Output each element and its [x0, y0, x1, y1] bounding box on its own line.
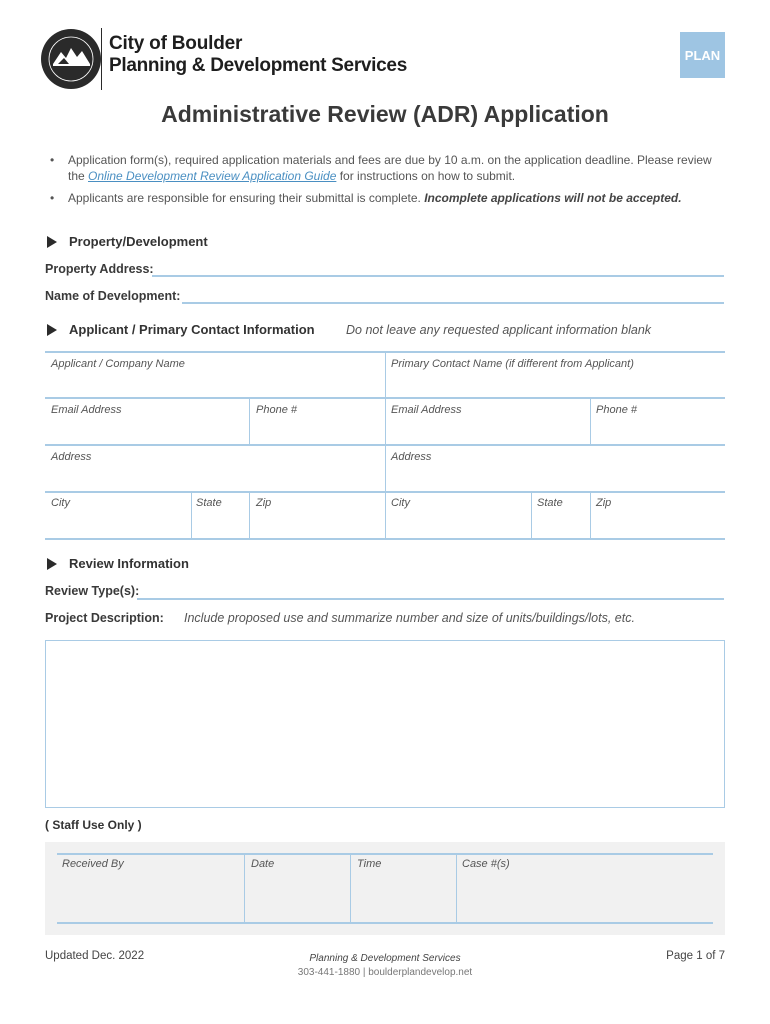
plan-badge: PLAN	[680, 32, 725, 78]
section-arrow-icon	[47, 236, 57, 248]
staff-use-label: ( Staff Use Only )	[45, 818, 142, 832]
section-arrow-icon	[47, 324, 57, 336]
document-title: Administrative Review (ADR) Application	[161, 101, 609, 127]
applicant-phone-field[interactable]: Phone #	[256, 404, 297, 416]
project-description-note: Include proposed use and summarize number and size of units/buildings/lots, etc.	[184, 611, 635, 625]
contact-phone-field[interactable]: Phone #	[596, 404, 637, 416]
instructions-list	[48, 152, 728, 212]
applicant-note: Do not leave any requested applicant information blank	[346, 323, 652, 337]
contact-address-field[interactable]: Address	[391, 451, 432, 463]
development-name-field[interactable]	[182, 302, 724, 304]
contact-city-field[interactable]: City	[391, 497, 410, 509]
instruction-completeness	[48, 190, 728, 206]
staff-date-field[interactable]: Date	[251, 858, 275, 870]
footer-contact: 303-441-1880 | boulderplandevelop.net	[297, 967, 473, 978]
project-description-label: Project Description:	[45, 611, 164, 625]
review-types-field[interactable]	[137, 598, 724, 600]
applicant-table	[45, 351, 725, 547]
applicant-address-field[interactable]: Address	[51, 451, 92, 463]
section-title: Review Information	[69, 556, 189, 571]
property-address-label: Property Address:	[45, 262, 154, 276]
section-arrow-icon	[47, 558, 57, 570]
project-description-textarea[interactable]	[45, 640, 725, 808]
org-name-line2: Planning & Development Services	[109, 55, 407, 76]
contact-state-field[interactable]: State	[537, 497, 563, 509]
case-number-field[interactable]: Case #(s)	[462, 858, 510, 870]
page-number: Page 1 of 7	[666, 950, 725, 962]
section-title: Property/Development	[69, 234, 208, 249]
incomplete-warning: Incomplete applications will not be accepted.	[424, 191, 682, 205]
applicant-zip-field[interactable]: Zip	[256, 497, 272, 509]
applicant-city-field[interactable]: City	[51, 497, 70, 509]
applicant-section-heading	[47, 322, 315, 337]
applicant-state-field[interactable]: State	[196, 497, 222, 509]
contact-zip-field[interactable]: Zip	[596, 497, 612, 509]
review-section-heading	[47, 556, 189, 571]
review-types-label: Review Type(s):	[45, 584, 140, 598]
section-title: Applicant / Primary Contact Information	[69, 322, 315, 337]
development-name-label: Name of Development:	[45, 289, 181, 303]
received-by-field[interactable]: Received By	[62, 858, 124, 870]
instruction-deadline	[48, 152, 728, 184]
application-guide-link[interactable]: Online Development Review Application Guide	[88, 169, 337, 183]
contact-email-field[interactable]: Email Address	[391, 404, 462, 416]
property-section-heading	[47, 234, 208, 249]
property-address-field[interactable]	[152, 275, 724, 277]
org-name-line1: City of Boulder	[109, 33, 243, 54]
footer-department: Planning & Development Services	[309, 953, 461, 964]
updated-date: Updated Dec. 2022	[45, 950, 145, 962]
applicant-company-name-field[interactable]: Applicant / Company Name	[51, 358, 185, 370]
instruction-text-end: for instructions on how to submit.	[336, 169, 516, 183]
instruction-text: Applicants are responsible for ensuring their submittal is complete.	[68, 191, 425, 205]
city-seal-logo	[40, 28, 102, 90]
primary-contact-name-field[interactable]: Primary Contact Name (if different from Applicant)	[391, 358, 634, 370]
staff-use-box	[45, 842, 725, 935]
staff-time-field[interactable]: Time	[357, 858, 382, 870]
instruction-text: Application form(s), required application materials and fees are due by 10 a.m. on the application deadline. Please review the	[68, 153, 712, 183]
applicant-email-field[interactable]: Email Address	[51, 404, 122, 416]
